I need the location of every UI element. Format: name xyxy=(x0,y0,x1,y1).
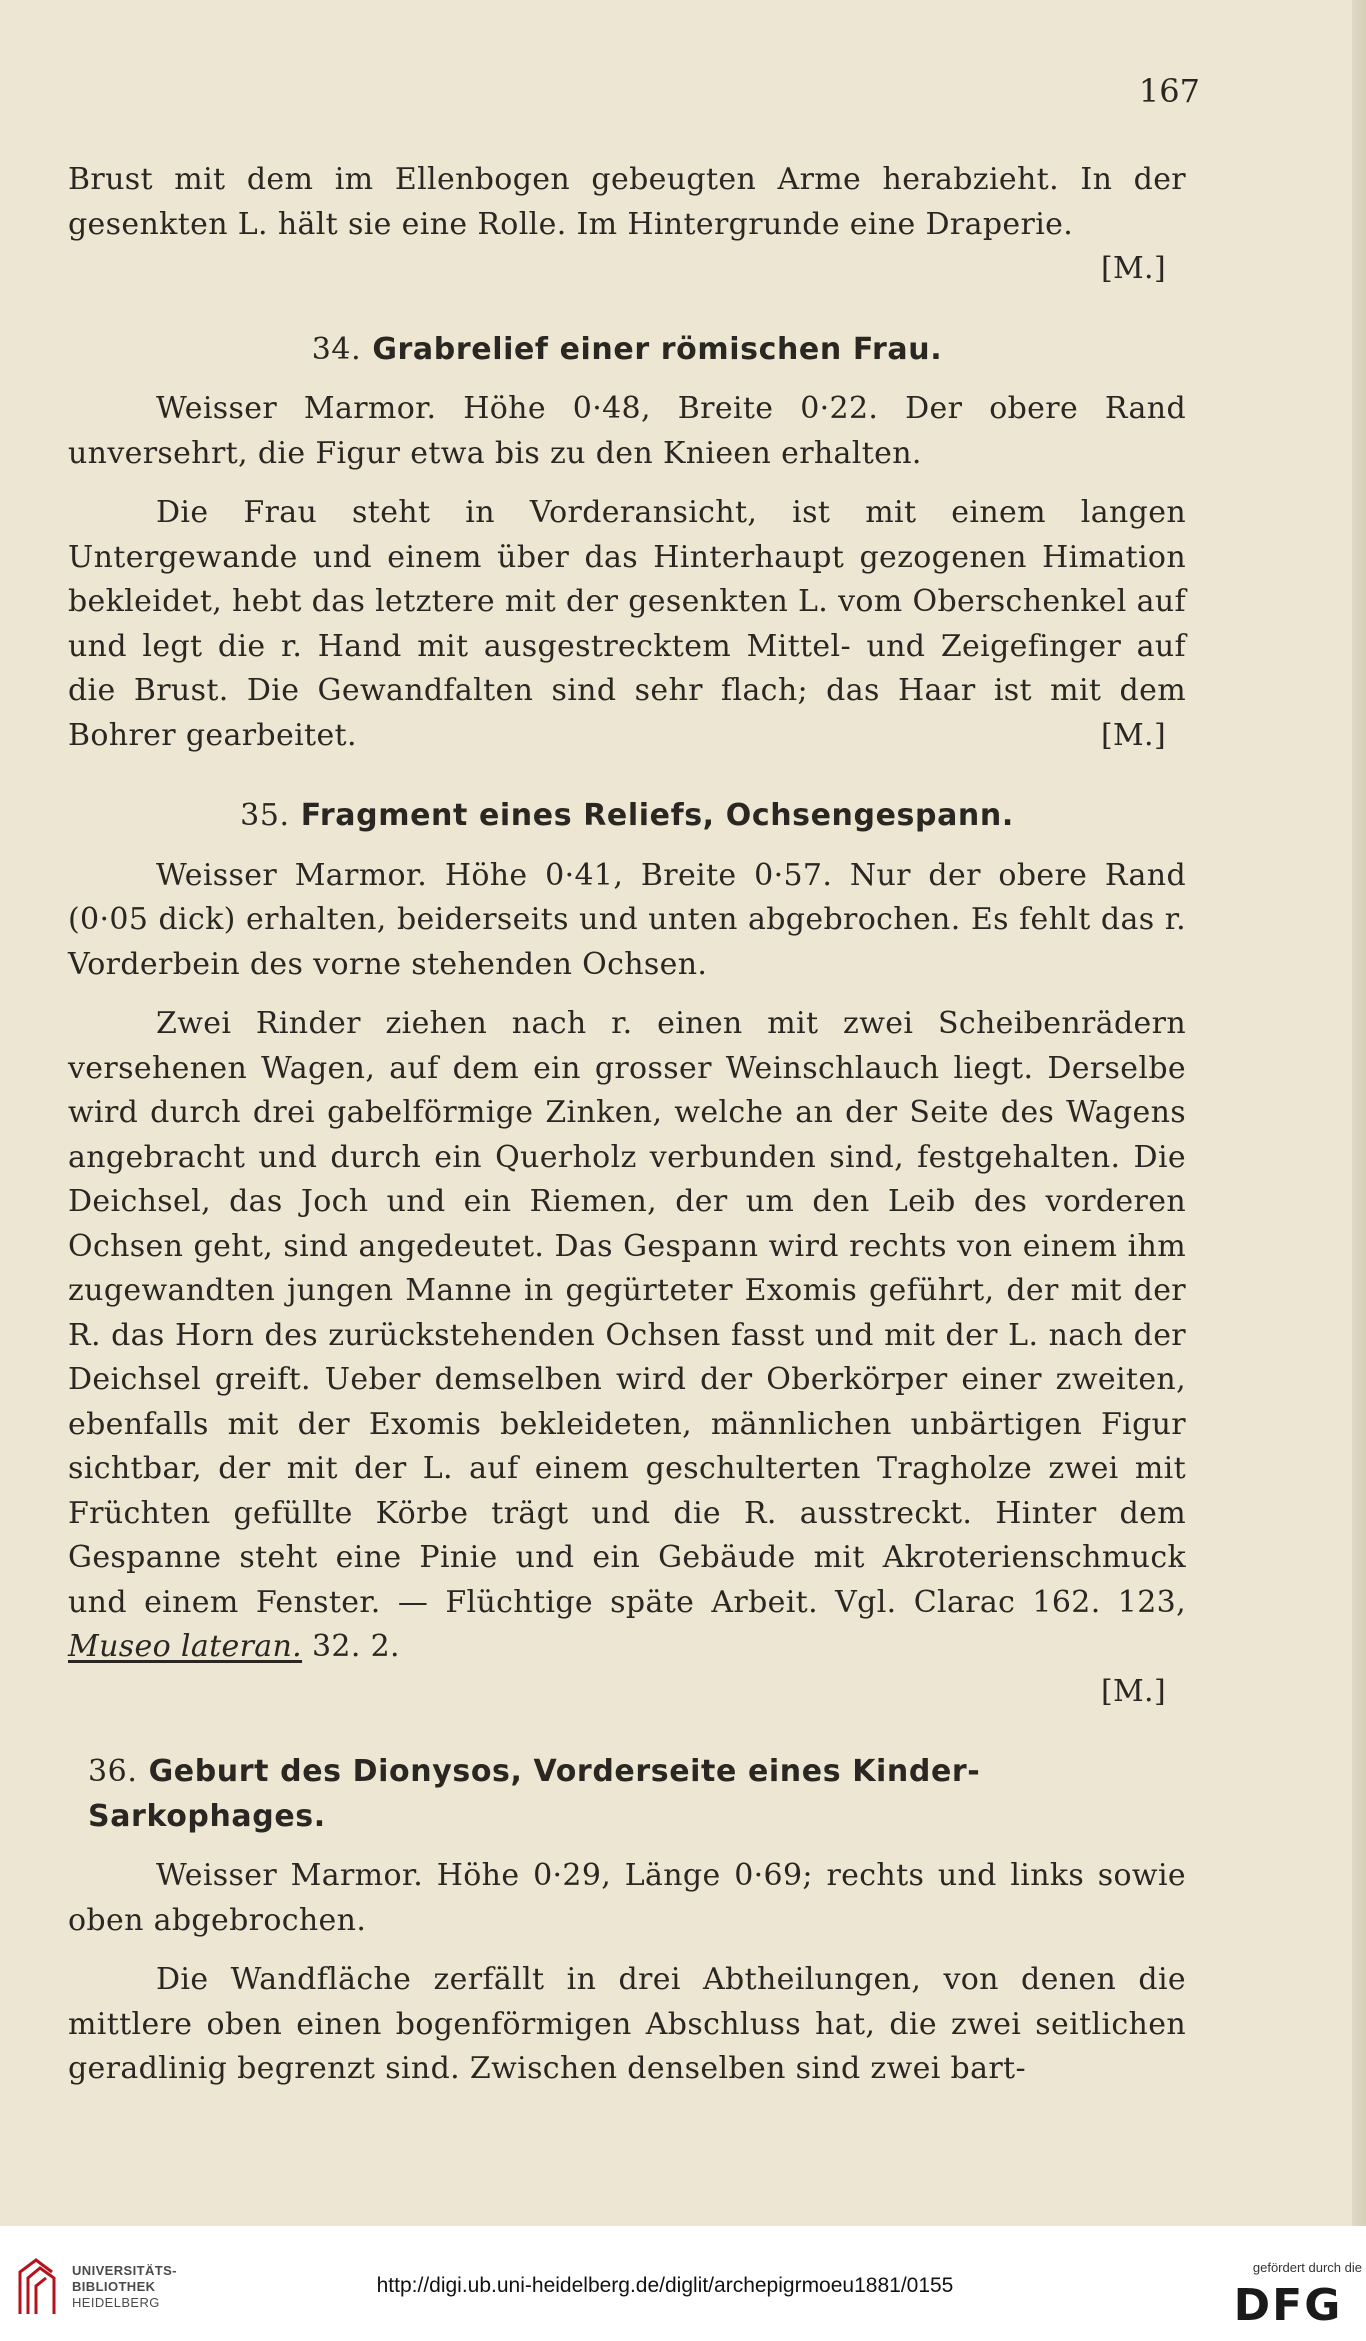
signature-mark: [M.] xyxy=(1100,717,1166,753)
paragraph-text: Die Frau steht in Vorderansicht, ist mit einem langen Untergewande und einem über das Hinterhaupt gezogenen Himation bekleidet, hebt das letztere mit der gesenkten L. vom Oberschenkel auf und legt die r. Hand mit ausgestrecktem Mittel- und Zeigefinger auf die Brust. Die Gewandfalten sind sehr flach; das Haar ist mit dem Bohrer gearbeitet. xyxy=(68,495,1186,753)
paragraph-text: Zwei Rinder ziehen nach r. einen mit zwei Scheibenrädern versehenen Wagen, auf dem ein grosser Weinschlauch liegt. Derselbe wird durch drei gabelförmige Zinken, welche an der Seite des Wagens angebracht und durch ein Querholz verbunden sind, festgehalten. Die Deichsel, das Joch und ein Riemen, der um den Leib des vorderen Ochsen geht, sind angedeutet. Das Gespann wird rechts von einem ihm zugewandten jungen Manne in gegürteter Exomis geführt, der mit der R. das Horn des zurückstehenden Ochsen fasst und mit der L. nach der Deichsel greift. Ueber demselben wird der Oberkörper einer zweiten, ebenfalls mit der Exomis bekleideten, männlichen unbärtigen Figur sichtbar, der mit der L. auf einem geschulterten Tragholze zwei mit Früchten gefüllte Körbe trägt und die R. ausstreckt. Hinter dem Gespanne steht eine Pinie und ein Gebäude mit Akroterienschmuck und einem Fenster. — Flüchtige späte Arbeit. Vgl. Clarac 162. 123, xyxy=(68,1006,1186,1620)
page-body xyxy=(68,158,1186,2107)
dfg-logo-icon[interactable] xyxy=(1226,2280,1350,2326)
library-line-1: UNIVERSITÄTS- xyxy=(72,2263,177,2278)
section-number: 36. xyxy=(88,1754,138,1789)
page-number: 167 xyxy=(1138,72,1200,110)
library-line-2: BIBLIOTHEK xyxy=(72,2279,156,2294)
signature-mark: [M.] xyxy=(1100,251,1166,286)
library-line-3: HEIDELBERG xyxy=(72,2295,160,2310)
paragraph: Die Wandfläche zerfällt in drei Abtheilungen, von denen die mittlere oben einen bogenförmigen Abschluss hat, die zwei seitlichen geradlinig begrenzt sind. Zwischen denselben sind zwei bart- xyxy=(68,1962,1186,2086)
funder-label: gefördert durch die xyxy=(1252,2260,1362,2275)
paragraph: Weisser Marmor. Höhe 0·29, Länge 0·69; rechts und links sowie oben abgebrochen. xyxy=(68,1858,1186,1938)
italic-reference: Museo lateran. xyxy=(68,1629,303,1664)
reference-tail: 32. 2. xyxy=(311,1629,400,1664)
section-title: Geburt des Dionysos, Vorderseite eines Kinder-Sarkophages. xyxy=(88,1754,981,1834)
section-heading-36 xyxy=(88,1750,1186,1839)
signature-mark: [M.] xyxy=(1100,1673,1166,1709)
paragraph xyxy=(68,491,1186,758)
university-library-logo-icon[interactable] xyxy=(14,2254,60,2318)
paragraph: Weisser Marmor. Höhe 0·48, Breite 0·22. Der obere Rand unversehrt, die Figur etwa bis zu den Knieen erhalten. xyxy=(68,391,1186,471)
paragraph: Weisser Marmor. Höhe 0·41, Breite 0·57. Nur der obere Rand (0·05 dick) erhalten, beiderseits und unten abgebrochen. Es fehlt das r. Vorderbein des vorne stehenden Ochsen. xyxy=(68,857,1186,982)
section-title: Grabrelief einer römischen Frau. xyxy=(372,331,943,367)
section-title: Fragment eines Reliefs, Ochsengespann. xyxy=(300,798,1014,833)
permalink-url[interactable]: http://digi.ub.uni-heidelberg.de/diglit/archepigrmoeu1881/0155 xyxy=(376,2274,954,2297)
section-heading-35 xyxy=(68,794,1186,839)
dfg-logo-text: DFG xyxy=(1233,2280,1343,2326)
university-library-name[interactable] xyxy=(72,2263,177,2311)
section-number: 35. xyxy=(240,798,290,833)
section-heading-34 xyxy=(68,328,1186,373)
paragraph-text: Brust mit dem im Ellenbogen gebeugten Arme herabzieht. In der gesenkten L. hält sie eine Rolle. Im Hintergrunde eine Draperie. xyxy=(68,162,1186,242)
paragraph-continuation xyxy=(68,158,1186,292)
section-number: 34. xyxy=(311,331,362,367)
paragraph xyxy=(68,1002,1186,1714)
page-edge-shadow xyxy=(1352,0,1366,2230)
